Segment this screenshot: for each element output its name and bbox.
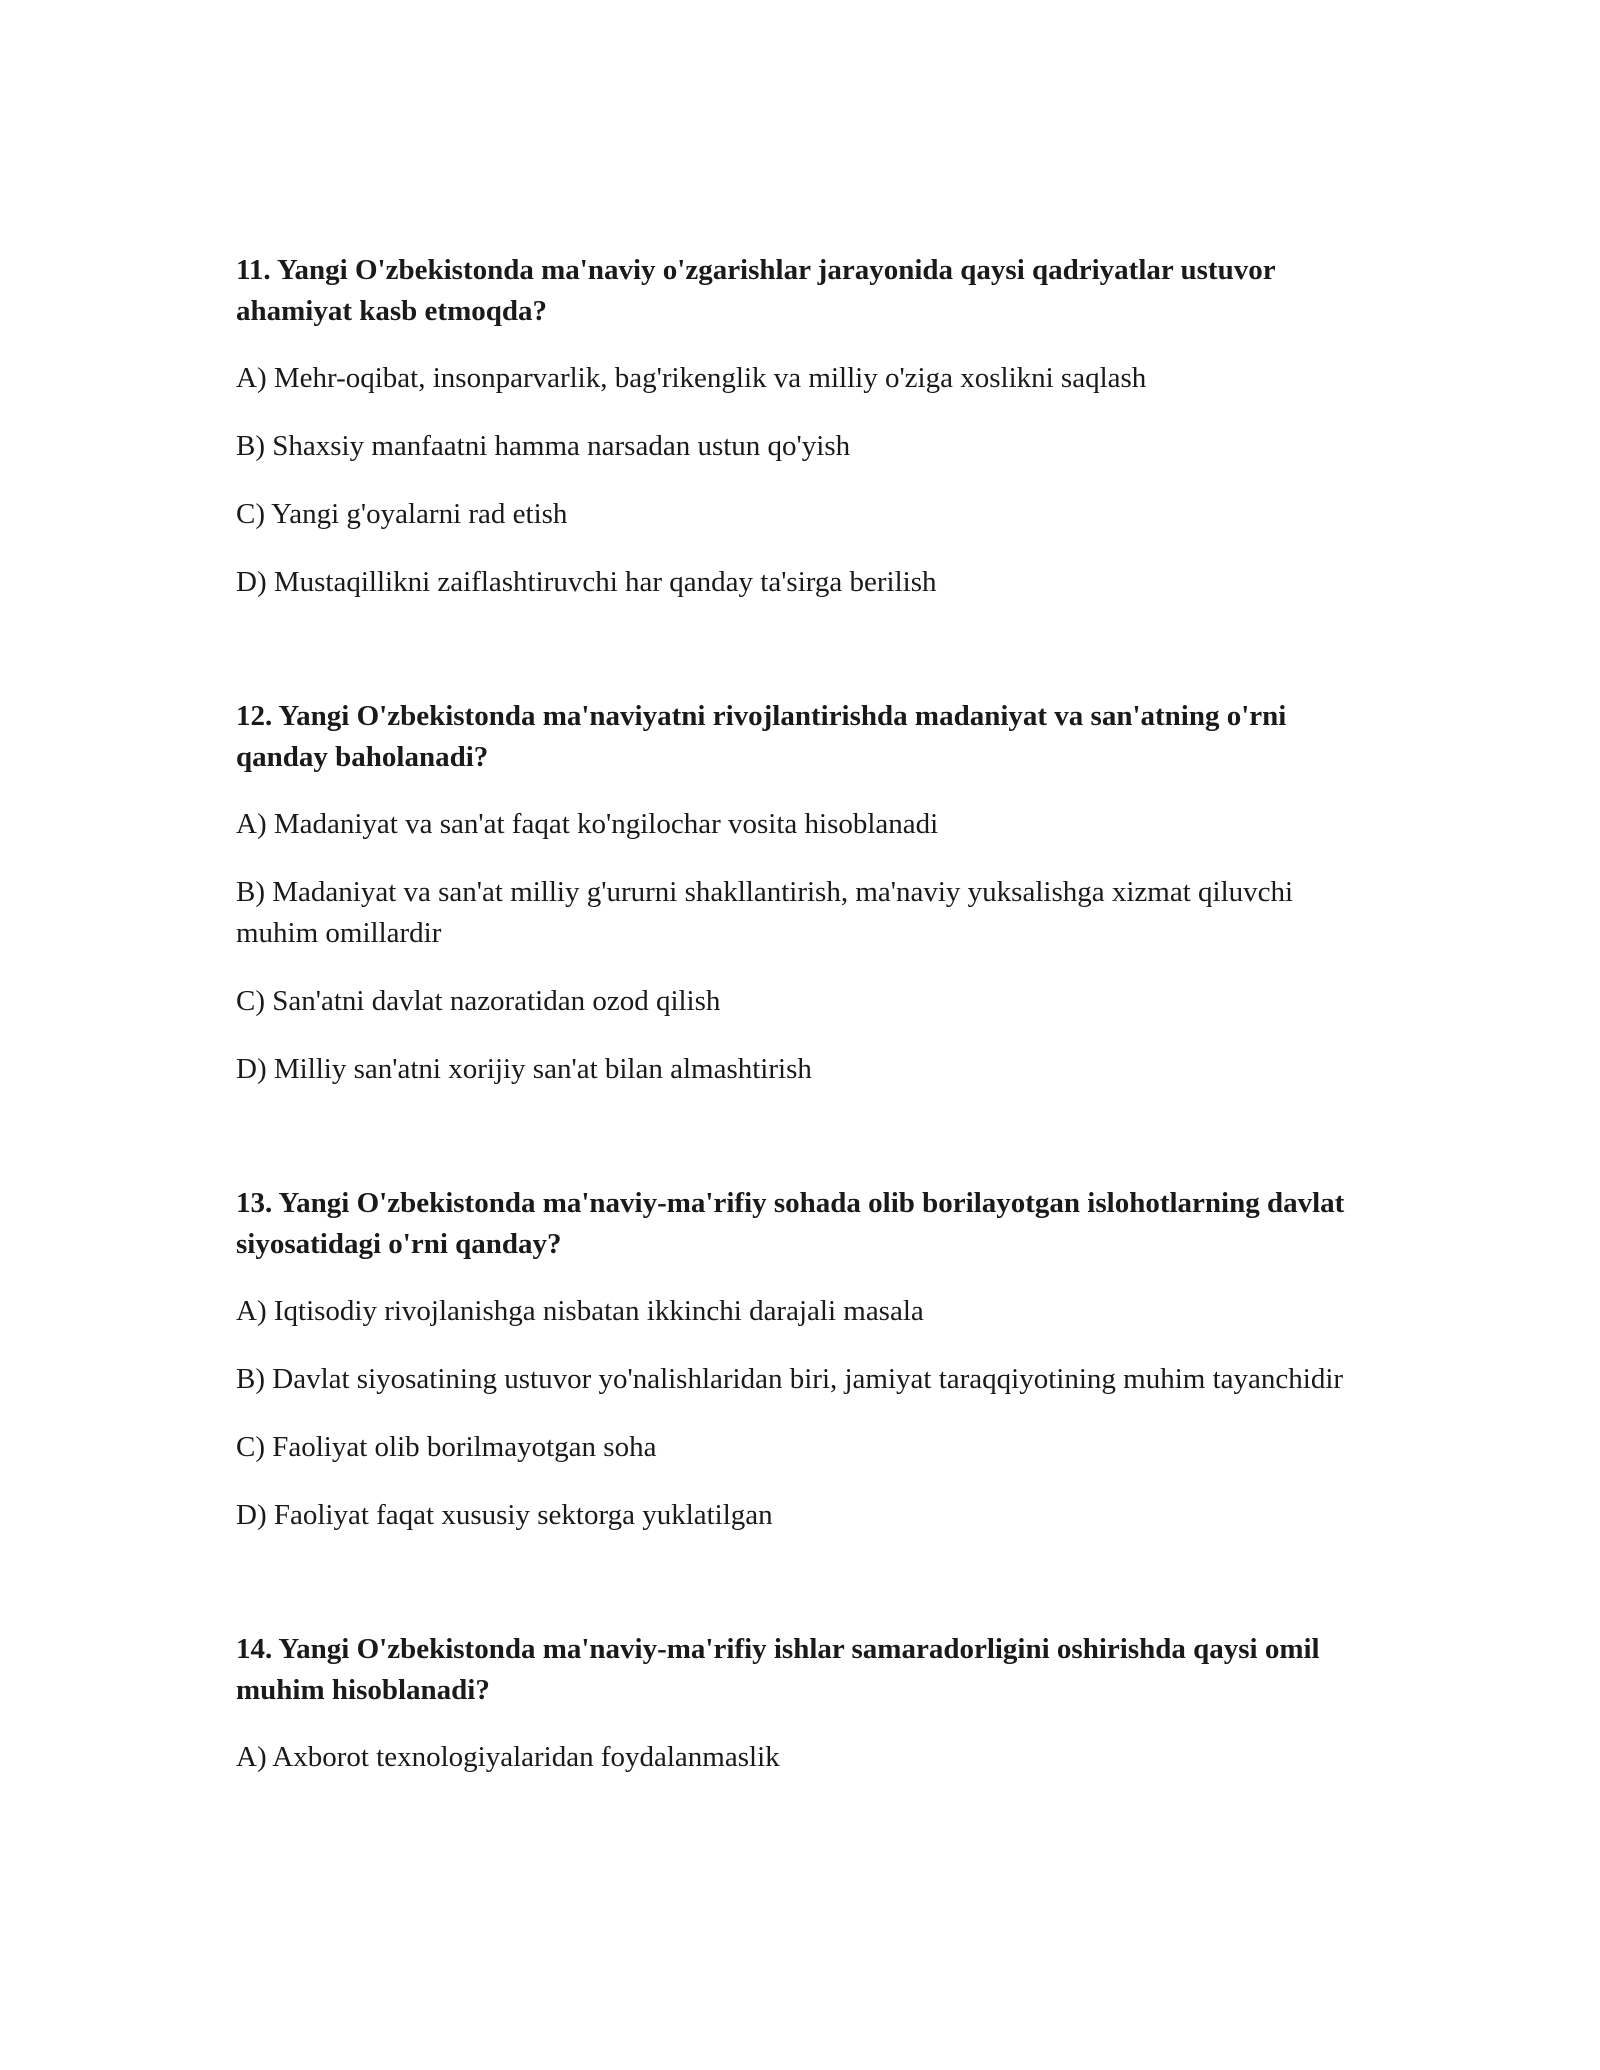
document-page bbox=[236, 250, 1366, 1871]
question-11-option-c: C) Yangi g'oyalarni rad etish bbox=[236, 498, 568, 530]
question-12-text: 12. Yangi O'zbekistonda ma'naviyatni rivojlantirishda madaniyat va san'atning o'rni qanday baholanadi? bbox=[236, 700, 1287, 773]
question-12-option-b: B) Madaniyat va san'at milliy g'ururni shakllantirish, ma'naviy yuksalishga xizmat qiluvchi muhim omillardir bbox=[236, 876, 1294, 949]
question-11-option-a: A) Mehr-oqibat, insonparvarlik, bag'rikenglik va milliy o'ziga xoslikni saqlash bbox=[236, 362, 1147, 394]
question-12-option-d: D) Milliy san'atni xorijiy san'at bilan almashtirish bbox=[236, 1053, 812, 1085]
question-13-option-d: D) Faoliyat faqat xususiy sektorga yuklatilgan bbox=[236, 1499, 773, 1531]
question-block-13 bbox=[236, 1183, 1366, 1536]
question-block-14 bbox=[236, 1629, 1366, 1778]
question-14-option-a: A) Axborot texnologiyalaridan foydalanmaslik bbox=[236, 1741, 780, 1773]
question-11-option-d: D) Mustaqillikni zaiflashtiruvchi har qanday ta'sirga berilish bbox=[236, 566, 937, 598]
question-13-option-b: B) Davlat siyosatining ustuvor yo'nalishlaridan biri, jamiyat taraqqiyotining muhim tayanchidir bbox=[236, 1363, 1344, 1395]
question-13-text: 13. Yangi O'zbekistonda ma'naviy-ma'rifiy sohada olib borilayotgan islohotlarning davlat siyosatidagi o'rni qanday? bbox=[236, 1187, 1345, 1260]
question-11-option-b: B) Shaxsiy manfaatni hamma narsadan ustun qo'yish bbox=[236, 430, 851, 462]
question-block-11 bbox=[236, 250, 1366, 603]
question-13-option-c: C) Faoliyat olib borilmayotgan soha bbox=[236, 1431, 657, 1463]
question-14-text: 14. Yangi O'zbekistonda ma'naviy-ma'rifiy ishlar samaradorligini oshirishda qaysi omil muhim hisoblanadi? bbox=[236, 1633, 1320, 1706]
question-11-text: 11. Yangi O'zbekistonda ma'naviy o'zgarishlar jarayonida qaysi qadriyatlar ustuvor ahamiyat kasb etmoqda? bbox=[236, 254, 1276, 327]
question-12-option-a: A) Madaniyat va san'at faqat ko'ngilochar vosita hisoblanadi bbox=[236, 808, 939, 840]
question-block-12 bbox=[236, 696, 1366, 1090]
question-12-option-c: C) San'atni davlat nazoratidan ozod qilish bbox=[236, 985, 721, 1017]
question-13-option-a: A) Iqtisodiy rivojlanishga nisbatan ikkinchi darajali masala bbox=[236, 1295, 924, 1327]
